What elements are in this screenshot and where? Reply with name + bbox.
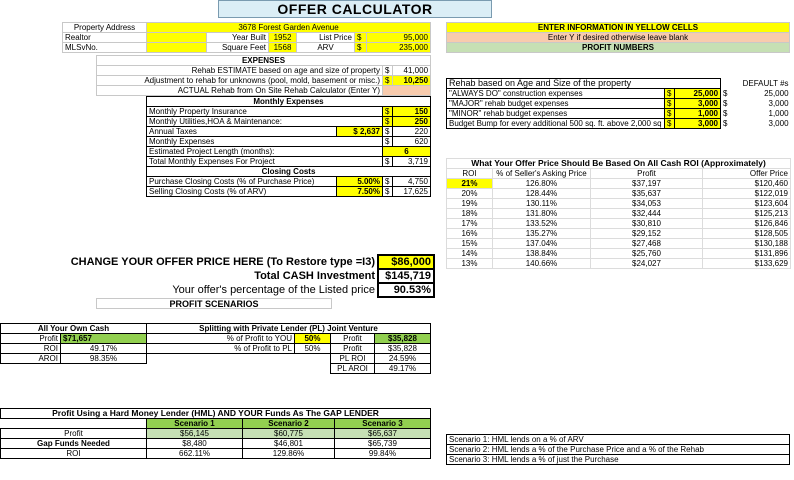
profit-scenarios-header: PROFIT SCENARIOS [96, 298, 332, 309]
hml-roi-value: 129.86% [243, 449, 335, 459]
roi-table-body [447, 179, 791, 269]
monthly-expenses-label: Monthly Expenses [147, 137, 383, 147]
hml-note: Scenario 2: HML lends a % of the Purchase Price and a % of the Rehab [447, 445, 790, 455]
expenses-table [96, 55, 431, 96]
profit-cell: $25,760 [591, 249, 703, 259]
hml-header: Profit Using a Hard Money Lender (HML) AND YOUR Funds As The GAP LENDER [1, 409, 431, 419]
offer-price-cell: $131,896 [703, 249, 791, 259]
roi-cell: 13% [447, 259, 493, 269]
offer-price-cell: $123,604 [703, 199, 791, 209]
rehab-row-value[interactable]: 1,000 [675, 109, 721, 119]
selling-cc-label: Selling Closing Costs (% of ARV) [147, 187, 337, 197]
own-cash-table [0, 323, 147, 364]
own-profit-label: Profit [1, 334, 61, 344]
insurance-label: Monthly Property Insurance [147, 107, 383, 117]
private-lender-header: Splitting with Private Lender (PL) Joint Venture [147, 324, 431, 334]
property-info-table [62, 22, 431, 53]
scenario-header: Scenario 3 [335, 419, 431, 429]
currency-symbol: $ [383, 127, 393, 137]
own-aroi-label: AROI [1, 354, 61, 364]
actual-rehab-label: ACTUAL Rehab from On Site Rehab Calculator (Enter Y) [97, 86, 383, 96]
currency-symbol: $ [383, 137, 393, 147]
roi-col-header: % of Seller's Asking Price [493, 169, 591, 179]
selling-cc-pct-field[interactable]: 7.50% [337, 187, 383, 197]
pct-you-field[interactable]: 50% [295, 334, 331, 344]
pl-profit-label: Profit [331, 334, 375, 344]
list-price-label: List Price [297, 33, 355, 43]
mlsv-label: MLSvNo. [63, 43, 147, 53]
hml-profit-value: $56,145 [147, 429, 243, 439]
arv-field[interactable]: 235,000 [367, 43, 431, 53]
currency-symbol: $ [665, 89, 675, 99]
roi-col-header: Offer Price [703, 169, 791, 179]
hml-note: Scenario 1: HML lends on a % of ARV [447, 435, 790, 445]
rehab-row-label: Budget Bump for every additional 500 sq. ft. above 2,000 sq [447, 119, 665, 129]
pct-asking-cell: 133.52% [493, 219, 591, 229]
address-field[interactable]: 3678 Forest Garden Avenue [147, 23, 431, 33]
roi-row [447, 179, 791, 189]
roi-row [447, 219, 791, 229]
profit-cell: $29,152 [591, 229, 703, 239]
purchase-cc-label: Purchase Closing Costs (% of Purchase Price) [147, 177, 337, 187]
enter-info-banner: ENTER INFORMATION IN YELLOW CELLS [447, 23, 790, 33]
own-profit-value: $71,657 [61, 334, 147, 344]
roi-cell: 17% [447, 219, 493, 229]
roi-cell: 15% [447, 239, 493, 249]
roi-cell: 19% [447, 199, 493, 209]
hml-table [0, 408, 431, 459]
currency-symbol: $ [383, 187, 393, 197]
offer-price-cell: $120,460 [703, 179, 791, 189]
rehab-estimate-label: Rehab ESTIMATE based on age and size of property [97, 66, 383, 76]
pl-profit-label: Profit [331, 344, 375, 354]
rehab-row-label: "MAJOR" rehab budget expenses [447, 99, 665, 109]
selling-cc-value: 17,625 [393, 187, 431, 197]
hml-gap-label: Gap Funds Needed [1, 439, 147, 449]
pct-listed-label: Your offer's percentage of the Listed price [172, 284, 375, 296]
realtor-field[interactable] [147, 33, 207, 43]
page-title: OFFER CALCULATOR [218, 0, 492, 18]
spacer [1, 419, 147, 429]
hml-gap-value: $65,739 [335, 439, 431, 449]
monthly-taxes-value: 220 [393, 127, 431, 137]
own-aroi-value: 98.35% [61, 354, 147, 364]
rehab-row-default: 3,000 [768, 119, 789, 128]
total-monthly-label: Total Monthly Expenses For Project [147, 157, 383, 167]
total-cash-value: $145,719 [378, 269, 434, 283]
scenario-header: Scenario 1 [147, 419, 243, 429]
private-lender-table [146, 323, 431, 374]
rehab-row-default: 3,000 [768, 99, 789, 108]
profit-cell: $35,637 [591, 189, 703, 199]
spacer [147, 364, 295, 374]
own-roi-value: 49.17% [61, 344, 147, 354]
hml-profit-value: $60,775 [243, 429, 335, 439]
profit-cell: $30,810 [591, 219, 703, 229]
currency-symbol: $ [665, 119, 675, 129]
monthly-expenses-table [146, 96, 431, 197]
pl-roi-label: PL ROI [331, 354, 375, 364]
spacer [295, 364, 331, 374]
project-length-field[interactable]: 6 [383, 147, 431, 157]
utilities-field[interactable]: 250 [393, 117, 431, 127]
offer-price-cell: $126,846 [703, 219, 791, 229]
offer-price-field[interactable]: $86,000 [378, 255, 434, 269]
taxes-label: Annual Taxes [147, 127, 337, 137]
pct-pl-value: 50% [295, 344, 331, 354]
spacer [295, 354, 331, 364]
profit-numbers-banner: PROFIT NUMBERS [447, 43, 790, 53]
roi-cell: 20% [447, 189, 493, 199]
currency-symbol: $ [665, 99, 675, 109]
pct-you-label: % of Profit to YOU [147, 334, 295, 344]
roi-cell: 18% [447, 209, 493, 219]
hml-gap-value: $8,480 [147, 439, 243, 449]
currency-symbol: $ [723, 99, 728, 108]
own-roi-label: ROI [1, 344, 61, 354]
arv-label: ARV [297, 43, 355, 53]
hml-notes [446, 434, 790, 465]
pl-aroi-label: PL AROI [331, 364, 375, 374]
scenario-header: Scenario 2 [243, 419, 335, 429]
pct-asking-cell: 138.84% [493, 249, 591, 259]
offer-price-cell: $128,505 [703, 229, 791, 239]
hml-note: Scenario 3: HML lends a % of just the Purchase [447, 455, 790, 465]
hml-roi-label: ROI [1, 449, 147, 459]
pct-asking-cell: 130.11% [493, 199, 591, 209]
roi-row [447, 249, 791, 259]
utilities-label: Monthly Utilities,HOA & Maintenance: [147, 117, 383, 127]
currency-symbol: $ [665, 109, 675, 119]
offer-price-cell: $122,019 [703, 189, 791, 199]
rehab-row-default: 1,000 [768, 109, 789, 118]
purchase-cc-pct-field[interactable]: 5.00% [337, 177, 383, 187]
currency-symbol: $ [383, 107, 393, 117]
total-cash-label: Total CASH Investment [254, 270, 375, 282]
offer-price-cell: $130,188 [703, 239, 791, 249]
roi-cell: 21% [447, 179, 493, 189]
monthly-expenses-header: Monthly Expenses [147, 97, 431, 107]
pct-asking-cell: 140.66% [493, 259, 591, 269]
rehab-row-label: "MINOR" rehab budget expenses [447, 109, 665, 119]
offer-label: CHANGE YOUR OFFER PRICE HERE (To Restore type =I3) [70, 256, 375, 268]
enter-y-banner: Enter Y if desired otherwise leave blank [447, 33, 790, 43]
rehab-row-value[interactable]: 3,000 [675, 119, 721, 129]
currency-symbol: $ [723, 89, 728, 98]
adjustment-field[interactable]: 10,250 [393, 76, 431, 86]
expenses-header: EXPENSES [97, 56, 431, 66]
actual-rehab-field[interactable] [383, 86, 431, 96]
pct-listed-value: 90.53% [378, 283, 434, 297]
sqft-field[interactable]: 1568 [269, 43, 297, 53]
sqft-label: Square Feet [207, 43, 269, 53]
pct-asking-cell: 126.80% [493, 179, 591, 189]
profit-cell: $32,444 [591, 209, 703, 219]
pl-profit-pl-value: $35,828 [375, 344, 431, 354]
roi-row [447, 189, 791, 199]
adjustment-label: Adjustment to rehab for unknowns (pool, mold, basement or misc.) [97, 76, 383, 86]
address-label: Property Address [63, 23, 147, 33]
roi-cell: 16% [447, 229, 493, 239]
currency-symbol: $ [383, 66, 393, 76]
roi-row [447, 239, 791, 249]
realtor-label: Realtor [63, 33, 147, 43]
currency-symbol: $ [355, 43, 367, 53]
total-monthly-value: 3,719 [393, 157, 431, 167]
hml-roi-value: 99.84% [335, 449, 431, 459]
profit-cell: $34,053 [591, 199, 703, 209]
year-built-field[interactable]: 1952 [269, 33, 297, 43]
spacer [147, 354, 295, 364]
own-cash-header: All Your Own Cash [1, 324, 147, 334]
mlsv-field[interactable] [147, 43, 207, 53]
monthly-expenses-value: 620 [393, 137, 431, 147]
offer-table [62, 254, 435, 298]
roi-table [446, 158, 791, 269]
profit-cell: $27,468 [591, 239, 703, 249]
pct-asking-cell: 135.27% [493, 229, 591, 239]
roi-row [447, 259, 791, 269]
profit-cell: $37,197 [591, 179, 703, 189]
currency-symbol: $ [723, 109, 728, 118]
year-built-label: Year Built [207, 33, 269, 43]
roi-row [447, 209, 791, 219]
pl-aroi-value: 49.17% [375, 364, 431, 374]
roi-col-header: Profit [591, 169, 703, 179]
currency-symbol: $ [383, 177, 393, 187]
currency-symbol: $ [383, 76, 393, 86]
offer-price-cell: $133,629 [703, 259, 791, 269]
currency-symbol: $ [723, 119, 728, 128]
roi-col-header: ROI [447, 169, 493, 179]
rehab-table [446, 78, 791, 129]
rehab-estimate-value: 41,000 [393, 66, 431, 76]
annual-taxes-field[interactable]: $ 2,637 [337, 127, 383, 137]
currency-symbol: $ [383, 117, 393, 127]
pct-asking-cell: 131.80% [493, 209, 591, 219]
defaults-header: DEFAULT #s [742, 79, 789, 88]
pct-asking-cell: 128.44% [493, 189, 591, 199]
rehab-row-default: 25,000 [764, 89, 789, 98]
purchase-cc-value: 4,750 [393, 177, 431, 187]
pl-roi-value: 24.59% [375, 354, 431, 364]
currency-symbol: $ [355, 33, 367, 43]
closing-costs-header: Closing Costs [147, 167, 431, 177]
pct-asking-cell: 137.04% [493, 239, 591, 249]
info-banners [446, 22, 790, 53]
hml-gap-value: $46,801 [243, 439, 335, 449]
list-price-field[interactable]: 95,000 [367, 33, 431, 43]
hml-profit-value: $65,637 [335, 429, 431, 439]
insurance-field[interactable]: 150 [393, 107, 431, 117]
project-length-label: Estimated Project Length (months): [147, 147, 383, 157]
roi-table-title: What Your Offer Price Should Be Based On All Cash ROI (Approximately) [447, 159, 791, 169]
currency-symbol: $ [383, 157, 393, 167]
rehab-row-value[interactable]: 3,000 [675, 99, 721, 109]
rehab-row-label: "ALWAYS DO" construction expenses [447, 89, 665, 99]
pl-profit-you-value: $35,828 [375, 334, 431, 344]
roi-cell: 14% [447, 249, 493, 259]
hml-profit-label: Profit [1, 429, 147, 439]
rehab-table-header: Rehab based on Age and Size of the property [447, 79, 721, 89]
offer-price-cell: $125,213 [703, 209, 791, 219]
rehab-row-value[interactable]: 25,000 [675, 89, 721, 99]
roi-row [447, 199, 791, 209]
roi-row [447, 229, 791, 239]
hml-roi-value: 662.11% [147, 449, 243, 459]
pct-pl-label: % of Profit to PL [147, 344, 295, 354]
profit-cell: $24,027 [591, 259, 703, 269]
